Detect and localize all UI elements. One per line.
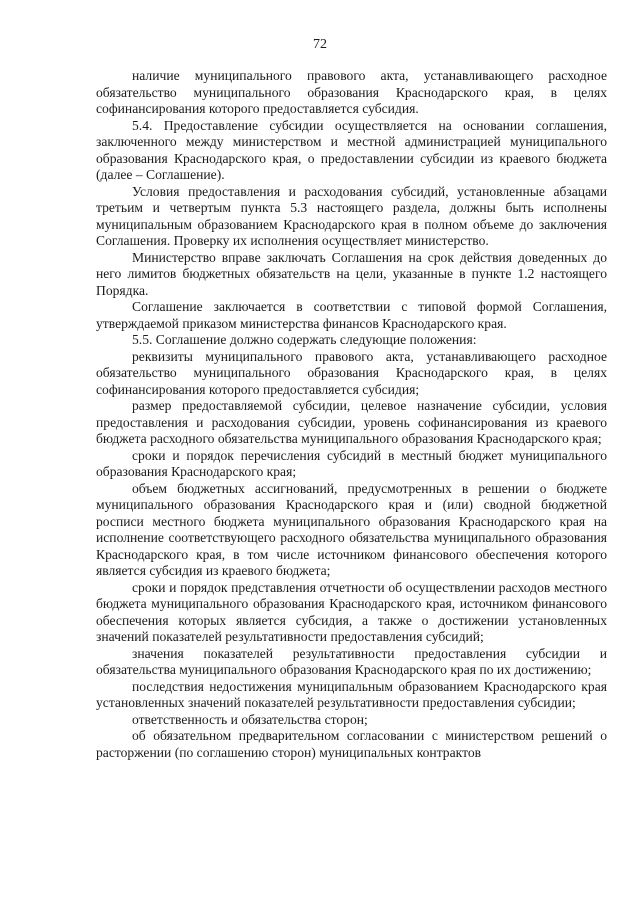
paragraph: значения показателей результативности предоставления субсидии и обязательства муниципального образования Краснодарского края по их достижению; [96, 645, 607, 677]
paragraph: наличие муниципального правового акта, устанавливающего расходное обязательство муниципального образования Краснодарского края, в целях софинансирования которого предоставляется субсидия. [96, 68, 607, 116]
paragraph: Министерство вправе заключать Соглашения на срок действия доведенных до него лимитов бюджетных обязательств на цели, указанные в пункте 1.2 настоящего Порядка. [96, 249, 607, 298]
paragraph: Условия предоставления и расходования субсидий, установленные абзацами третьим и четвертым пункта 5.3 настоящего раздела, должны быть исполнены муниципальным образованием Краснодарского края в полном объеме до заключения Соглашения. Проверку их исполнения осуществляет министерство. [96, 183, 607, 248]
page-number: 72 [313, 37, 327, 52]
paragraph: ответственность и обязательства сторон; [132, 711, 368, 727]
paragraph: 5.5. Соглашение должно содержать следующие положения: [132, 332, 477, 347]
paragraph: сроки и порядок перечисления субсидий в местный бюджет муниципального образования Краснодарского края; [96, 447, 607, 479]
paragraph: последствия недостижения муниципальным образованием Краснодарского края установленных значений показателей результативности предоставления субсидии; [96, 678, 607, 710]
paragraph: 5.4. Предоставление субсидии осуществляется на основании соглашения, заключенного между министерством и местной администрацией муниципального образования Краснодарского края, о предоставлении субсидии из краевого бюджета (далее – Соглашение). [96, 117, 607, 182]
paragraph: размер предоставляемой субсидии, целевое назначение субсидии, условия предоставления и расходования субсидии, уровень софинансирования из краевого бюджета расходного обязательства муниципального образования Краснодарского края; [96, 398, 607, 446]
paragraph: реквизиты муниципального правового акта, устанавливающего расходное обязательство муниципального образования Краснодарского края, в целях софинансирования которого предоставляется субсидия; [96, 348, 607, 397]
document-body [96, 68, 607, 761]
paragraph: об обязательном предварительном согласовании с министерством решений о расторжении (по соглашению сторон) муниципальных контрактов [96, 728, 607, 760]
paragraph: объем бюджетных ассигнований, предусмотренных в решении о бюджете муниципального образования Краснодарского края и (или) сводной бюджетной росписи местного бюджета муниципального образования Краснодарского края на исполнение соответствующего расходного обязательства муниципального образования Краснодарского края, в том числе источником финансового обеспечения которого является субсидия из краевого бюджета; [96, 480, 607, 578]
paragraph: сроки и порядок представления отчетности об осуществлении расходов местного бюджета муниципального образования Краснодарского края, источником финансового обеспечения которых является субсидия, а также о достижении установленных значений показателей результативности предоставления субсидий; [96, 579, 607, 644]
paragraph: Соглашение заключается в соответствии с типовой формой Соглашения, утверждаемой приказом министерства финансов Краснодарского края. [96, 299, 607, 331]
